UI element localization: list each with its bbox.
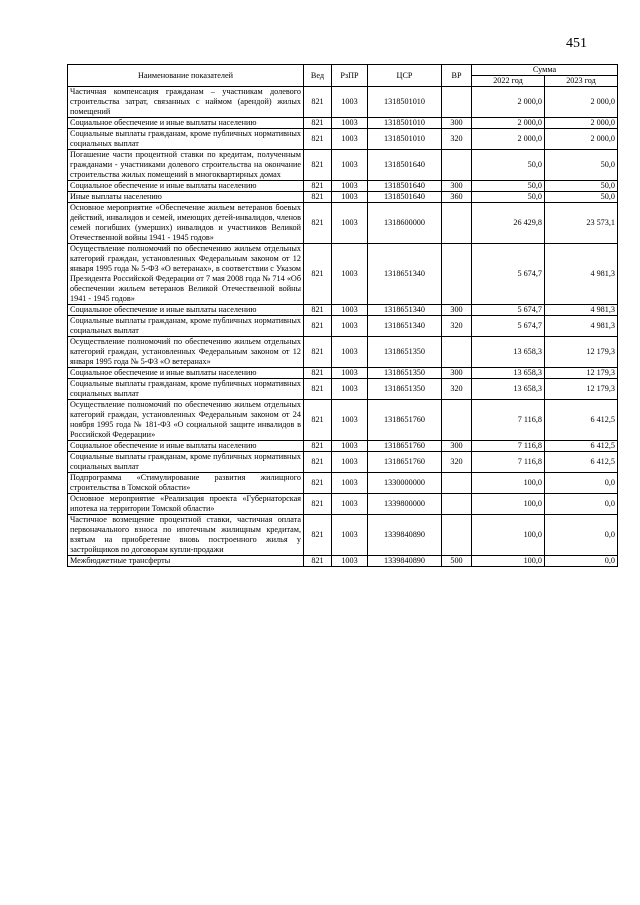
cell-2023: 50,0 bbox=[545, 150, 618, 181]
cell-2022: 5 674,7 bbox=[472, 316, 545, 337]
cell-csr: 1318651760 bbox=[368, 441, 442, 452]
cell-2022: 26 429,8 bbox=[472, 203, 545, 244]
table-row bbox=[68, 87, 618, 118]
cell-rzpr: 1003 bbox=[332, 150, 368, 181]
cell-2023: 6 412,5 bbox=[545, 441, 618, 452]
cell-vr: 320 bbox=[442, 452, 472, 473]
cell-ved: 821 bbox=[304, 203, 332, 244]
cell-name: Социальное обеспечение и иные выплаты населению bbox=[68, 368, 304, 379]
cell-name: Социальное обеспечение и иные выплаты населению bbox=[68, 305, 304, 316]
cell-name: Основное мероприятие «Обеспечение жильем ветеранов боевых действий, инвалидов и семей, имеющих детей-инвалидов, членов семей погибших (умерших) инвалидов и участников Великой Отечественной войны 1941 - 1945 годов» bbox=[68, 203, 304, 244]
table-row bbox=[68, 316, 618, 337]
cell-csr: 1318501010 bbox=[368, 129, 442, 150]
cell-csr: 1318501640 bbox=[368, 181, 442, 192]
cell-ved: 821 bbox=[304, 379, 332, 400]
table-row bbox=[68, 337, 618, 368]
cell-2022: 5 674,7 bbox=[472, 305, 545, 316]
table-row bbox=[68, 515, 618, 556]
cell-2022: 13 658,3 bbox=[472, 368, 545, 379]
cell-ved: 821 bbox=[304, 118, 332, 129]
cell-rzpr: 1003 bbox=[332, 441, 368, 452]
cell-name: Социальное обеспечение и иные выплаты населению bbox=[68, 441, 304, 452]
cell-2022: 7 116,8 bbox=[472, 452, 545, 473]
header-year-2023: 2023 год bbox=[545, 76, 618, 87]
cell-vr bbox=[442, 515, 472, 556]
cell-ved: 821 bbox=[304, 181, 332, 192]
cell-vr bbox=[442, 473, 472, 494]
cell-csr: 1318651350 bbox=[368, 368, 442, 379]
cell-2022: 13 658,3 bbox=[472, 379, 545, 400]
cell-ved: 821 bbox=[304, 192, 332, 203]
cell-vr: 320 bbox=[442, 316, 472, 337]
table-row bbox=[68, 305, 618, 316]
cell-2023: 2 000,0 bbox=[545, 118, 618, 129]
cell-csr: 1318501640 bbox=[368, 192, 442, 203]
cell-csr: 1339840890 bbox=[368, 556, 442, 567]
cell-ved: 821 bbox=[304, 441, 332, 452]
table-row bbox=[68, 473, 618, 494]
cell-csr: 1318600000 bbox=[368, 203, 442, 244]
cell-ved: 821 bbox=[304, 337, 332, 368]
cell-rzpr: 1003 bbox=[332, 368, 368, 379]
cell-csr: 1318651340 bbox=[368, 316, 442, 337]
cell-2022: 100,0 bbox=[472, 515, 545, 556]
header-csr: ЦСР bbox=[368, 65, 442, 87]
cell-name: Подпрограмма «Стимулирование развития жилищного строительства в Томской области» bbox=[68, 473, 304, 494]
cell-rzpr: 1003 bbox=[332, 337, 368, 368]
cell-2022: 100,0 bbox=[472, 494, 545, 515]
cell-vr bbox=[442, 87, 472, 118]
cell-rzpr: 1003 bbox=[332, 118, 368, 129]
cell-rzpr: 1003 bbox=[332, 305, 368, 316]
cell-name: Социальные выплаты гражданам, кроме публичных нормативных социальных выплат bbox=[68, 452, 304, 473]
cell-name: Социальное обеспечение и иные выплаты населению bbox=[68, 181, 304, 192]
cell-vr: 320 bbox=[442, 129, 472, 150]
cell-2022: 5 674,7 bbox=[472, 244, 545, 305]
cell-vr bbox=[442, 494, 472, 515]
cell-vr: 300 bbox=[442, 305, 472, 316]
cell-2022: 13 658,3 bbox=[472, 337, 545, 368]
budget-table bbox=[67, 64, 618, 567]
cell-2022: 2 000,0 bbox=[472, 118, 545, 129]
cell-name: Социальные выплаты гражданам, кроме публичных нормативных социальных выплат bbox=[68, 129, 304, 150]
cell-csr: 1318501640 bbox=[368, 150, 442, 181]
table-row bbox=[68, 441, 618, 452]
cell-2023: 23 573,1 bbox=[545, 203, 618, 244]
cell-2023: 0,0 bbox=[545, 494, 618, 515]
cell-2022: 50,0 bbox=[472, 150, 545, 181]
cell-csr: 1318651350 bbox=[368, 379, 442, 400]
cell-csr: 1318651350 bbox=[368, 337, 442, 368]
cell-rzpr: 1003 bbox=[332, 316, 368, 337]
table-body bbox=[68, 87, 618, 567]
cell-csr: 1330000000 bbox=[368, 473, 442, 494]
cell-2023: 2 000,0 bbox=[545, 129, 618, 150]
cell-csr: 1318651340 bbox=[368, 244, 442, 305]
cell-ved: 821 bbox=[304, 368, 332, 379]
table-row bbox=[68, 150, 618, 181]
cell-vr: 300 bbox=[442, 441, 472, 452]
cell-name: Социальное обеспечение и иные выплаты населению bbox=[68, 118, 304, 129]
cell-ved: 821 bbox=[304, 515, 332, 556]
cell-2023: 6 412,5 bbox=[545, 400, 618, 441]
table-row bbox=[68, 181, 618, 192]
table-row bbox=[68, 192, 618, 203]
cell-2023: 0,0 bbox=[545, 473, 618, 494]
cell-2023: 50,0 bbox=[545, 192, 618, 203]
cell-rzpr: 1003 bbox=[332, 556, 368, 567]
cell-rzpr: 1003 bbox=[332, 494, 368, 515]
cell-2023: 4 981,3 bbox=[545, 316, 618, 337]
cell-vr bbox=[442, 400, 472, 441]
table-row bbox=[68, 244, 618, 305]
cell-ved: 821 bbox=[304, 129, 332, 150]
cell-ved: 821 bbox=[304, 556, 332, 567]
cell-2022: 2 000,0 bbox=[472, 129, 545, 150]
cell-vr: 300 bbox=[442, 118, 472, 129]
cell-2023: 12 179,3 bbox=[545, 337, 618, 368]
cell-2023: 0,0 bbox=[545, 515, 618, 556]
cell-name: Межбюджетные трансферты bbox=[68, 556, 304, 567]
cell-vr: 320 bbox=[442, 379, 472, 400]
table-row bbox=[68, 494, 618, 515]
cell-2022: 50,0 bbox=[472, 181, 545, 192]
cell-2022: 2 000,0 bbox=[472, 87, 545, 118]
cell-csr: 1339800000 bbox=[368, 494, 442, 515]
header-rzpr: РзПР bbox=[332, 65, 368, 87]
cell-rzpr: 1003 bbox=[332, 203, 368, 244]
cell-rzpr: 1003 bbox=[332, 87, 368, 118]
cell-ved: 821 bbox=[304, 473, 332, 494]
cell-name: Осуществление полномочий по обеспечению жильем отдельных категорий граждан, установленных Федеральным законом от 12 января 1995 года № 5-ФЗ «О ветеранах» bbox=[68, 337, 304, 368]
cell-csr: 1318651760 bbox=[368, 452, 442, 473]
table-row bbox=[68, 400, 618, 441]
cell-ved: 821 bbox=[304, 87, 332, 118]
cell-2022: 7 116,8 bbox=[472, 400, 545, 441]
cell-2023: 12 179,3 bbox=[545, 368, 618, 379]
cell-2022: 100,0 bbox=[472, 473, 545, 494]
table-row bbox=[68, 118, 618, 129]
cell-csr: 1318651760 bbox=[368, 400, 442, 441]
cell-name: Осуществление полномочий по обеспечению жильем отдельных категорий граждан, установленных Федеральным законом от 24 ноября 1995 года № 181-ФЗ «О социальной защите инвалидов в Российской Федерации» bbox=[68, 400, 304, 441]
cell-name: Иные выплаты населению bbox=[68, 192, 304, 203]
cell-ved: 821 bbox=[304, 244, 332, 305]
cell-ved: 821 bbox=[304, 400, 332, 441]
cell-2023: 0,0 bbox=[545, 556, 618, 567]
header-year-2022: 2022 год bbox=[472, 76, 545, 87]
cell-vr: 360 bbox=[442, 192, 472, 203]
cell-name: Частичная компенсация гражданам – участникам долевого строительства затрат, связанных с наймом (арендой) жилых помещений bbox=[68, 87, 304, 118]
cell-2023: 50,0 bbox=[545, 181, 618, 192]
cell-ved: 821 bbox=[304, 316, 332, 337]
cell-name: Погашение части процентной ставки по кредитам, полученным гражданами - участниками долевого строительства на окончание строительства жилых помещений в многоквартирных домах bbox=[68, 150, 304, 181]
cell-2022: 7 116,8 bbox=[472, 441, 545, 452]
cell-vr: 300 bbox=[442, 181, 472, 192]
cell-rzpr: 1003 bbox=[332, 181, 368, 192]
page-number: 451 bbox=[566, 36, 587, 51]
table-row bbox=[68, 379, 618, 400]
cell-name: Социальные выплаты гражданам, кроме публичных нормативных социальных выплат bbox=[68, 379, 304, 400]
cell-2022: 50,0 bbox=[472, 192, 545, 203]
cell-vr: 300 bbox=[442, 368, 472, 379]
cell-vr bbox=[442, 244, 472, 305]
table-row bbox=[68, 129, 618, 150]
cell-name: Осуществление полномочий по обеспечению жильем отдельных категорий граждан, установленных Федеральным законом от 12 января 1995 года № 5-ФЗ «О ветеранах», в соответствии с Указом Президента Российской Федерации от 7 мая 2008 года № 714 «Об обеспечении жильем ветеранов Великой Отечественной войны 1941 - 1945 годов» bbox=[68, 244, 304, 305]
cell-ved: 821 bbox=[304, 150, 332, 181]
cell-rzpr: 1003 bbox=[332, 452, 368, 473]
cell-csr: 1318651340 bbox=[368, 305, 442, 316]
header-name: Наименование показателей bbox=[68, 65, 304, 87]
cell-name: Частичное возмещение процентной ставки, частичная оплата первоначального взноса по ипотечным жилищным кредитам, взятым на приобретение вновь построенного жилья у застройщиков по договорам купли-продажи bbox=[68, 515, 304, 556]
cell-rzpr: 1003 bbox=[332, 129, 368, 150]
table-header bbox=[68, 65, 618, 87]
cell-rzpr: 1003 bbox=[332, 515, 368, 556]
table-row bbox=[68, 203, 618, 244]
cell-name: Основное мероприятие «Реализация проекта «Губернаторская ипотека на территории Томской области» bbox=[68, 494, 304, 515]
cell-rzpr: 1003 bbox=[332, 244, 368, 305]
cell-csr: 1318501010 bbox=[368, 118, 442, 129]
header-ved: Вед bbox=[304, 65, 332, 87]
cell-vr bbox=[442, 337, 472, 368]
cell-name: Социальные выплаты гражданам, кроме публичных нормативных социальных выплат bbox=[68, 316, 304, 337]
cell-2023: 2 000,0 bbox=[545, 87, 618, 118]
cell-rzpr: 1003 bbox=[332, 400, 368, 441]
cell-ved: 821 bbox=[304, 452, 332, 473]
cell-2023: 4 981,3 bbox=[545, 244, 618, 305]
cell-2023: 12 179,3 bbox=[545, 379, 618, 400]
cell-vr bbox=[442, 150, 472, 181]
cell-2023: 6 412,5 bbox=[545, 452, 618, 473]
cell-2022: 100,0 bbox=[472, 556, 545, 567]
cell-csr: 1339840890 bbox=[368, 515, 442, 556]
cell-vr: 500 bbox=[442, 556, 472, 567]
cell-csr: 1318501010 bbox=[368, 87, 442, 118]
header-vr: ВР bbox=[442, 65, 472, 87]
cell-vr bbox=[442, 203, 472, 244]
cell-rzpr: 1003 bbox=[332, 379, 368, 400]
cell-ved: 821 bbox=[304, 494, 332, 515]
cell-ved: 821 bbox=[304, 305, 332, 316]
cell-rzpr: 1003 bbox=[332, 473, 368, 494]
table-row bbox=[68, 556, 618, 567]
table-row bbox=[68, 368, 618, 379]
cell-rzpr: 1003 bbox=[332, 192, 368, 203]
table-row bbox=[68, 452, 618, 473]
cell-2023: 4 981,3 bbox=[545, 305, 618, 316]
header-sum: Сумма bbox=[472, 65, 618, 76]
